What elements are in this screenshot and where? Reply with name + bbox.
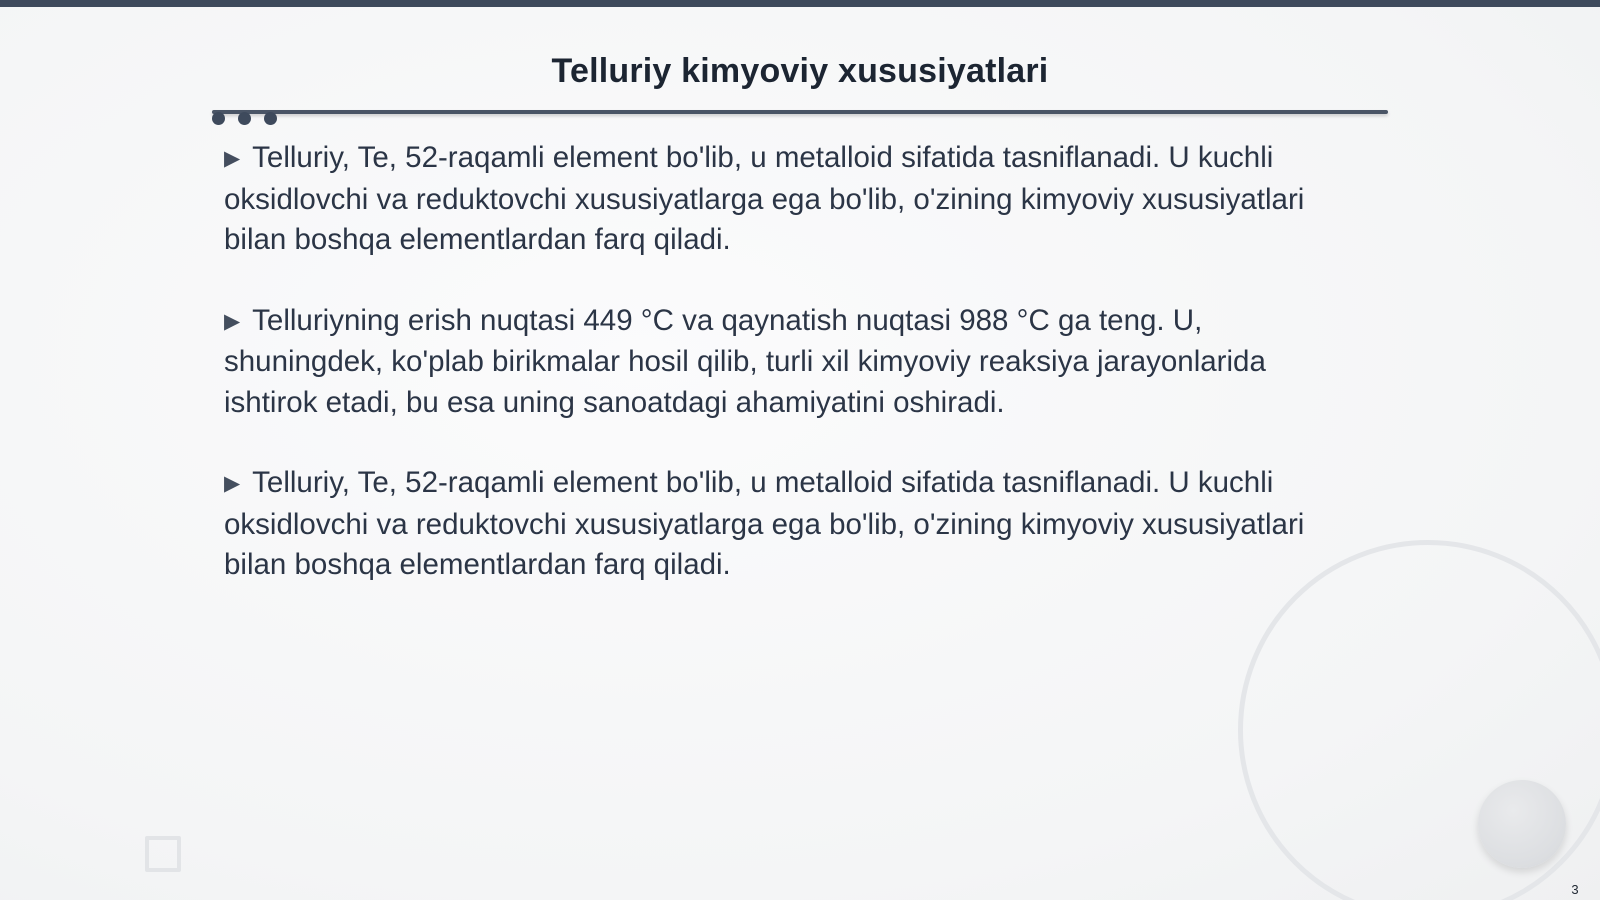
bullet-item	[224, 138, 1354, 261]
bullet-text: Telluriyning erish nuqtasi 449 °C va qaynatish nuqtasi 988 °C ga teng. U, shuningdek, ko'plab birikmalar hosil qilib, turli xil kimyoviy reaksiya jarayonlarida ishtirok etadi, bu esa uning sanoatdagi ahamiyatini oshiradi.	[224, 303, 1266, 419]
dot-icon	[264, 112, 277, 125]
decorative-square	[145, 836, 181, 872]
bullet-item	[224, 463, 1354, 586]
dot-icon	[238, 112, 251, 125]
slide-title: Telluriy kimyoviy xususiyatlari	[551, 52, 1049, 90]
bullet-text: Telluriy, Te, 52-raqamli element bo'lib, u metalloid sifatida tasniflanadi. U kuchli oksidlovchi va reduktovchi xususiyatlarga ega bo'lib, o'zining kimyoviy xususiyatlari bilan boshqa elementlardan farq qiladi.	[224, 466, 1305, 581]
bullet-list	[224, 138, 1354, 626]
bullet-text: Telluriy, Te, 52-raqamli element bo'lib, u metalloid sifatida tasniflanadi. U kuchli oksidlovchi va reduktovchi xususiyatlarga ega bo'lib, o'zining kimyoviy xususiyatlari bilan boshqa elementlardan farq qiladi.	[224, 141, 1305, 256]
bullet-arrow-icon: ▶	[224, 309, 241, 333]
top-accent-bar	[0, 0, 1600, 7]
bullet-arrow-icon: ▶	[224, 147, 241, 170]
page-number: 3	[1571, 882, 1579, 897]
bullet-arrow-icon: ▶	[224, 472, 241, 495]
title-underline	[212, 110, 1388, 114]
dot-icon	[212, 112, 225, 125]
decorative-circle	[1478, 780, 1566, 868]
bullet-item	[224, 301, 1354, 424]
